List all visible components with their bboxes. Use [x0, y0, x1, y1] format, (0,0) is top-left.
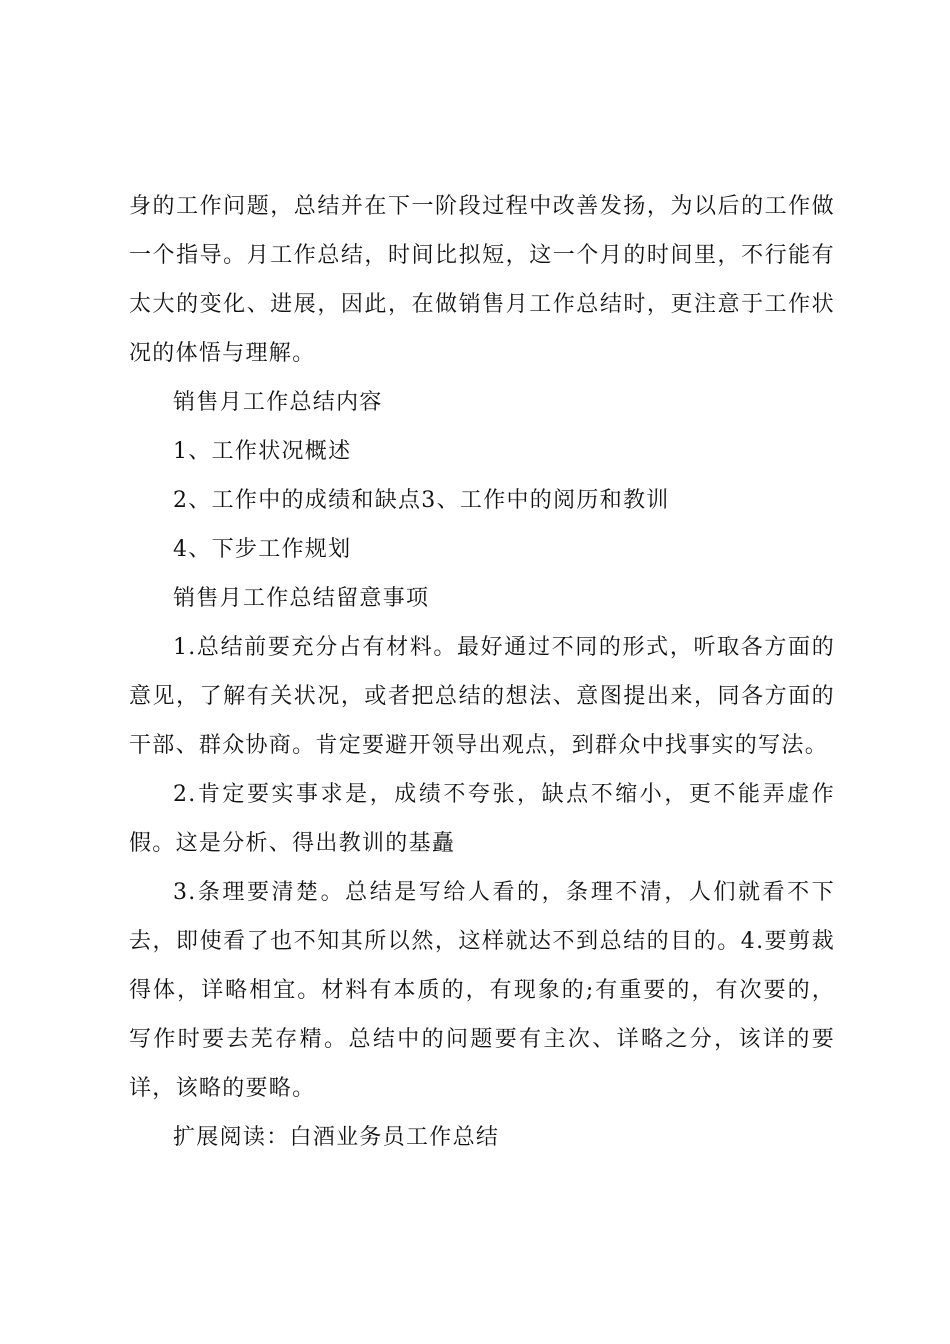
list-item-2-3: 2、工作中的成绩和缺点3、工作中的阅历和教训: [173, 488, 670, 513]
list-item-1: 1、工作状况概述: [173, 439, 352, 464]
list-item-4: 4、下步工作规划: [173, 537, 352, 562]
note-paragraph-1: 1.总结前要充分占有材料。最好通过不同的形式，听取各方面的意见，了解有关状况，或者把总结的想法、意图提出来，同各方面的干部、群众协商。肯定要避开领导出观点，到群众中找事实的写法。: [129, 635, 835, 758]
paragraph-continuation: 身的工作问题，总结并在下一阶段过程中改善发扬，为以后的工作做一个指导。月工作总结，时间比拟短，这一个月的时间里，不行能有太大的变化、进展，因此，在做销售月工作总结时，更注意于工作状况的体悟与理解。: [129, 194, 835, 366]
section-heading-content: 销售月工作总结内容: [173, 390, 383, 415]
note-paragraph-2: 2.肯定要实事求是，成绩不夸张，缺点不缩小，更不能弄虚作假。这是分析、得出教训的基矗: [129, 782, 835, 856]
document-body: [129, 182, 835, 1162]
section-heading-notes: 销售月工作总结留意事项: [173, 586, 430, 611]
note-paragraph-3-4: 3.条理要清楚。总结是写给人看的，条理不清，人们就看不下去，即使看了也不知其所以然，这样就达不到总结的目的。4.要剪裁得体，详略相宜。材料有本质的，有现象的;有重要的，有次要的，写作时要去芜存精。总结中的问题要有主次、详略之分，该详的要详，该略的要略。: [129, 880, 835, 1101]
extended-reading-line: 扩展阅读：白酒业务员工作总结: [173, 1125, 500, 1150]
